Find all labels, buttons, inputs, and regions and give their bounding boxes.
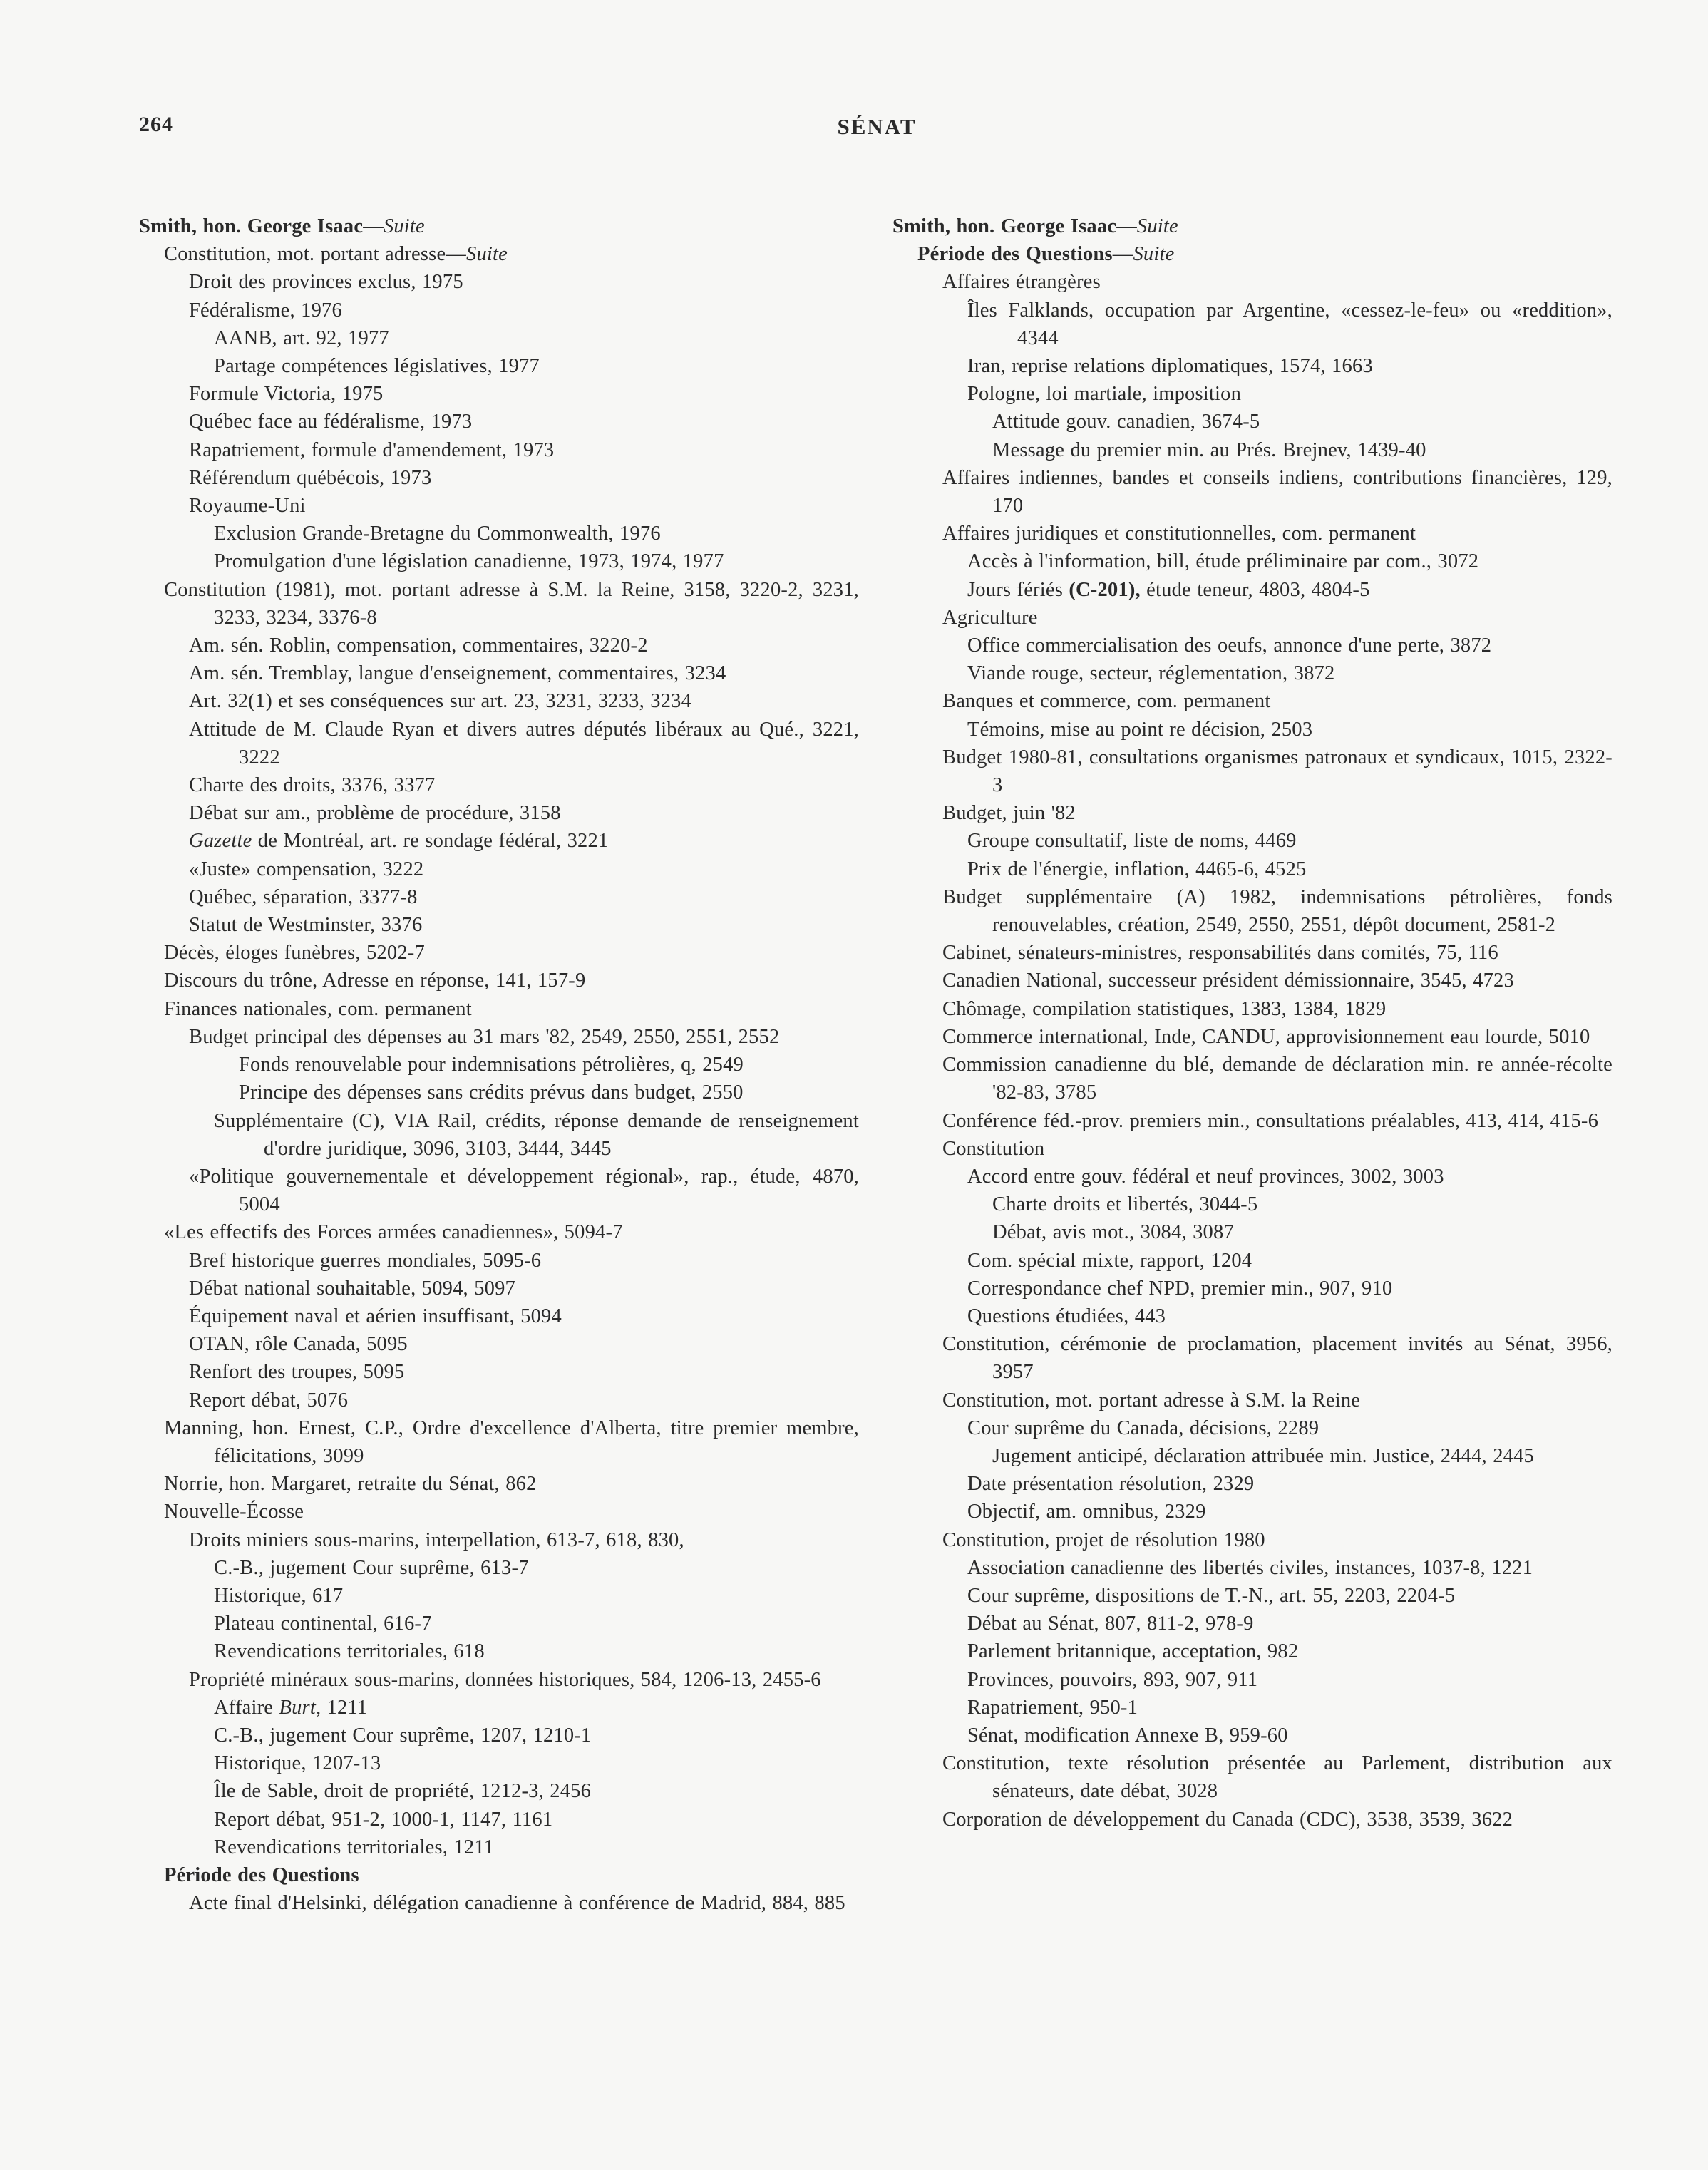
- index-entry: [892, 939, 1612, 967]
- entry-text: Commerce international, Inde, CANDU, approvisionnement eau lourde, 5010: [942, 1025, 1590, 1048]
- entry-text: Exclusion Grande-Bretagne du Commonwealth, 1976: [214, 523, 661, 545]
- entry-text: «Politique gouvernementale et développement régional», rap., étude, 4870, 5004: [189, 1165, 859, 1216]
- index-entry: [892, 212, 1612, 240]
- entry-text: Québec face au fédéralisme, 1973: [189, 411, 473, 433]
- index-entry: [139, 212, 859, 240]
- index-entry: [139, 1637, 859, 1665]
- entry-text: Correspondance chef NPD, premier min., 907, 910: [967, 1277, 1393, 1300]
- index-entry: [892, 1107, 1612, 1135]
- entry-text: Affaires juridiques et constitutionnelles, com. permanent: [942, 523, 1416, 545]
- index-entry: [892, 547, 1612, 575]
- entry-text: Attitude de M. Claude Ryan et divers autres députés libéraux au Qué., 3221, 3222: [189, 718, 859, 768]
- index-entry: [892, 855, 1612, 883]
- entry-text: Constitution (1981), mot. portant adresse à S.M. la Reine, 3158, 3220-2, 3231, 3233, 3234, 3376-8: [164, 578, 859, 629]
- entry-text: —: [363, 215, 384, 237]
- index-entry: [139, 995, 859, 1023]
- entry-text: Droits miniers sous-marins, interpellation, 613-7, 618, 830,: [189, 1528, 684, 1551]
- entry-text: Constitution, cérémonie de proclamation, placement invités au Sénat, 3956, 3957: [942, 1333, 1612, 1384]
- index-entry: [892, 1637, 1612, 1665]
- index-entry: [139, 687, 859, 715]
- entry-text: Suite: [1133, 243, 1175, 266]
- entry-text: Groupe consultatif, liste de noms, 4469: [967, 830, 1297, 853]
- entry-text: Budget, juin '82: [942, 802, 1076, 825]
- index-entry: [139, 324, 859, 352]
- entry-text: Sénat, modification Annexe B, 959-60: [967, 1724, 1288, 1747]
- entry-text: Finances nationales, com. permanent: [164, 997, 472, 1020]
- index-entry: [139, 632, 859, 659]
- entry-text: Revendications territoriales, 618: [214, 1640, 485, 1663]
- index-entry: [892, 799, 1612, 827]
- index-entry: [892, 1218, 1612, 1246]
- entry-text: Parlement britannique, acceptation, 982: [967, 1640, 1299, 1663]
- index-entry: [139, 408, 859, 436]
- index-entry: [139, 1526, 859, 1554]
- index-entry: [892, 576, 1612, 604]
- entry-text: Questions étudiées, 443: [967, 1305, 1166, 1327]
- index-entry: [892, 1694, 1612, 1722]
- index-entry: [892, 1387, 1612, 1414]
- entry-text: Cour suprême, dispositions de T.-N., art. 55, 2203, 2204-5: [967, 1584, 1456, 1607]
- entry-text: Débat au Sénat, 807, 811-2, 978-9: [967, 1613, 1254, 1635]
- index-entry: [139, 268, 859, 296]
- entry-text: Affaires étrangères: [942, 271, 1101, 294]
- index-entry: [139, 1163, 859, 1218]
- index-entry: [892, 659, 1612, 687]
- index-entry: [892, 883, 1612, 939]
- index-entry: [139, 492, 859, 520]
- entry-text: Charte droits et libertés, 3044-5: [992, 1193, 1258, 1216]
- entry-text: C.-B., jugement Cour suprême, 613-7: [214, 1556, 529, 1579]
- entry-text: Référendum québécois, 1973: [189, 466, 432, 489]
- index-entry: [139, 1722, 859, 1749]
- entry-text: Com. spécial mixte, rapport, 1204: [967, 1249, 1252, 1272]
- entry-text: «Les effectifs des Forces armées canadiennes», 5094-7: [164, 1221, 623, 1244]
- index-entry: [892, 1442, 1612, 1470]
- entry-text: Viande rouge, secteur, réglementation, 3872: [967, 662, 1335, 685]
- entry-text: AANB, art. 92, 1977: [214, 326, 389, 349]
- entry-text: Rapatriement, 950-1: [967, 1696, 1138, 1719]
- entry-text: Suite: [466, 243, 508, 266]
- index-entry: [892, 1302, 1612, 1330]
- index-entry: [139, 771, 859, 799]
- entry-text: Revendications territoriales, 1211: [214, 1836, 495, 1858]
- index-entry: [139, 716, 859, 771]
- entry-text: Provinces, pouvoirs, 893, 907, 911: [967, 1668, 1258, 1691]
- entry-text: Corporation de développement du Canada (CDC), 3538, 3539, 3622: [942, 1808, 1513, 1831]
- entry-text: Report débat, 5076: [189, 1389, 349, 1411]
- index-entry: [139, 1414, 859, 1470]
- entry-text: Charte des droits, 3376, 3377: [189, 774, 436, 797]
- entry-text: Am. sén. Tremblay, langue d'enseignement, commentaires, 3234: [189, 662, 726, 685]
- entry-text: Période des Questions: [164, 1863, 359, 1886]
- index-entry: [892, 1610, 1612, 1637]
- entry-text: Gazette: [189, 830, 252, 853]
- entry-text: Bref historique guerres mondiales, 5095-6: [189, 1249, 542, 1272]
- entry-text: —: [1112, 243, 1133, 266]
- entry-text: Budget principal des dépenses au 31 mars '82, 2549, 2550, 2551, 2552: [189, 1025, 780, 1048]
- index-entry: [892, 1330, 1612, 1386]
- index-entry: [139, 1330, 859, 1358]
- index-entry: [139, 1107, 859, 1163]
- entry-text: Manning, hon. Ernest, C.P., Ordre d'excellence d'Alberta, titre premier membre, félicitations, 3099: [164, 1416, 859, 1467]
- index-entry: [892, 1414, 1612, 1442]
- entry-text: Plateau continental, 616-7: [214, 1613, 432, 1635]
- index-entry: [892, 352, 1612, 380]
- index-entry: [139, 1470, 859, 1498]
- index-entry: [892, 464, 1612, 520]
- entry-text: Objectif, am. omnibus, 2329: [967, 1501, 1206, 1523]
- entry-text: Débat sur am., problème de procédure, 3158: [189, 802, 561, 825]
- entry-text: Message du premier min. au Prés. Brejnev, 1439-40: [992, 438, 1426, 461]
- entry-text: , 1211: [315, 1696, 368, 1719]
- entry-text: Iran, reprise relations diplomatiques, 1574, 1663: [967, 355, 1373, 378]
- index-entry: [892, 1722, 1612, 1749]
- entry-text: Accès à l'information, bill, étude préliminaire par com., 3072: [967, 550, 1479, 573]
- index-entry: [139, 1387, 859, 1414]
- entry-text: Principe des dépenses sans crédits prévus dans budget, 2550: [239, 1081, 744, 1104]
- index-entry: [892, 436, 1612, 464]
- index-entry: [892, 1498, 1612, 1526]
- entry-text: Prix de l'énergie, inflation, 4465-6, 4525: [967, 858, 1307, 880]
- index-entry: [892, 520, 1612, 547]
- entry-text: Attitude gouv. canadien, 3674-5: [992, 411, 1260, 433]
- index-entry: [139, 436, 859, 464]
- index-entry: [139, 1582, 859, 1610]
- index-entry: [139, 1498, 859, 1526]
- entry-text: Période des Questions: [917, 243, 1113, 266]
- entry-text: Budget supplémentaire (A) 1982, indemnisations pétrolières, fonds renouvelables, création, 2549, 2550, 2551, dépôt document, 2581-2: [942, 885, 1612, 937]
- index-entry: [892, 744, 1612, 799]
- entry-text: Canadien National, successeur président démissionnaire, 3545, 4723: [942, 970, 1514, 992]
- entry-text: Smith, hon. George Isaac: [139, 215, 364, 237]
- index-entry: [892, 1247, 1612, 1275]
- entry-text: Historique, 617: [214, 1584, 344, 1607]
- entry-text: Pologne, loi martiale, imposition: [967, 383, 1242, 406]
- index-entry: [139, 352, 859, 380]
- entry-text: Constitution, mot. portant adresse à S.M. la Reine: [942, 1389, 1361, 1411]
- index-entry: [892, 240, 1612, 268]
- index-entry: [139, 1554, 859, 1582]
- entry-text: Report débat, 951-2, 1000-1, 1147, 1161: [214, 1808, 553, 1831]
- index-entry: [139, 1889, 859, 1917]
- entry-text: Promulgation d'une législation canadienne, 1973, 1974, 1977: [214, 550, 724, 573]
- entry-text: Accord entre gouv. fédéral et neuf provinces, 3002, 3003: [967, 1165, 1444, 1188]
- index-entry: [139, 1610, 859, 1637]
- entry-text: Association canadienne des libertés civiles, instances, 1037-8, 1221: [967, 1556, 1533, 1579]
- entry-text: étude teneur, 4803, 4804-5: [1140, 578, 1370, 601]
- index-entry: [892, 632, 1612, 659]
- index-entry: [139, 1218, 859, 1246]
- index-entry: [139, 855, 859, 883]
- entry-text: Témoins, mise au point re décision, 2503: [967, 718, 1313, 741]
- index-entry: [139, 240, 859, 268]
- entry-text: OTAN, rôle Canada, 5095: [189, 1333, 408, 1356]
- index-entry: [139, 883, 859, 911]
- entry-text: Agriculture: [942, 606, 1038, 629]
- index-entry: [892, 1666, 1612, 1694]
- entry-text: Banques et commerce, com. permanent: [942, 690, 1271, 713]
- index-entry: [139, 799, 859, 827]
- index-entry: [892, 1135, 1612, 1163]
- entry-text: Statut de Westminster, 3376: [189, 914, 423, 937]
- index-entry: [139, 576, 859, 632]
- entry-text: Royaume-Uni: [189, 495, 306, 518]
- index-entry: [892, 995, 1612, 1023]
- entry-text: Art. 32(1) et ses conséquences sur art. 23, 3231, 3233, 3234: [189, 690, 692, 713]
- index-entry: [139, 967, 859, 994]
- index-entry: [139, 1247, 859, 1275]
- entry-text: —: [1116, 215, 1137, 237]
- entry-text: Formule Victoria, 1975: [189, 383, 384, 406]
- entry-text: Office commercialisation des oeufs, annonce d'une perte, 3872: [967, 634, 1492, 657]
- entry-text: «Juste» compensation, 3222: [189, 858, 424, 880]
- entry-text: Am. sén. Roblin, compensation, commentaires, 3220-2: [189, 634, 648, 657]
- entry-text: Fonds renouvelable pour indemnisations pétrolières, q, 2549: [239, 1054, 744, 1076]
- index-entry: [139, 1749, 859, 1777]
- entry-text: Nouvelle-Écosse: [164, 1501, 304, 1523]
- index-entry: [139, 1666, 859, 1694]
- index-entry: [139, 380, 859, 408]
- index-entry: [892, 604, 1612, 632]
- entry-text: Droit des provinces exclus, 1975: [189, 271, 463, 294]
- index-entry: [892, 1806, 1612, 1834]
- index-entry: [139, 1023, 859, 1051]
- index-entry: [139, 1302, 859, 1330]
- right-index-column: [892, 212, 1612, 1834]
- entry-text: Affaire: [214, 1696, 279, 1719]
- index-entry: [892, 297, 1612, 352]
- index-entry: [892, 687, 1612, 715]
- index-entry: [892, 1191, 1612, 1218]
- index-entry: [139, 1834, 859, 1861]
- entry-text: Propriété minéraux sous-marins, données historiques, 584, 1206-13, 2455-6: [189, 1668, 821, 1691]
- entry-text: Constitution, projet de résolution 1980: [942, 1528, 1265, 1551]
- entry-text: Renfort des troupes, 5095: [189, 1361, 405, 1384]
- entry-text: Québec, séparation, 3377-8: [189, 885, 418, 908]
- entry-text: Jugement anticipé, déclaration attribuée min. Justice, 2444, 2445: [992, 1444, 1534, 1467]
- entry-text: Burt: [279, 1696, 316, 1719]
- entry-text: Budget 1980-81, consultations organismes patronaux et syndicaux, 1015, 2322-3: [942, 746, 1612, 797]
- index-entry: [139, 1079, 859, 1106]
- index-entry: [892, 1554, 1612, 1582]
- index-entry: [892, 1163, 1612, 1191]
- entry-text: de Montréal, art. re sondage fédéral, 3221: [252, 830, 609, 853]
- index-entry: [139, 827, 859, 855]
- entry-text: Cabinet, sénateurs-ministres, responsabilités dans comités, 75, 116: [942, 942, 1498, 965]
- entry-text: C.-B., jugement Cour suprême, 1207, 1210-1: [214, 1724, 592, 1747]
- entry-text: Constitution: [942, 1137, 1045, 1160]
- index-entry: [139, 1777, 859, 1805]
- entry-text: Supplémentaire (C), VIA Rail, crédits, réponse demande de renseignement d'ordre juridique, 3096, 3103, 3444, 3445: [214, 1109, 859, 1160]
- left-index-column: [139, 212, 859, 1917]
- entry-text: Acte final d'Helsinki, délégation canadienne à conférence de Madrid, 884, 885: [189, 1892, 845, 1915]
- page-title: SÉNAT: [837, 114, 917, 139]
- page-number: 264: [139, 113, 173, 136]
- entry-text: Constitution, mot. portant adresse—: [164, 243, 467, 266]
- entry-text: Smith, hon. George Isaac: [892, 215, 1117, 237]
- entry-text: Débat, avis mot., 3084, 3087: [992, 1221, 1234, 1244]
- index-entry: [892, 716, 1612, 744]
- index-entry: [139, 1861, 859, 1889]
- index-entry: [139, 911, 859, 939]
- entry-text: Historique, 1207-13: [214, 1752, 381, 1775]
- entry-text: Constitution, texte résolution présentée au Parlement, distribution aux sénateurs, date débat, 3028: [942, 1752, 1612, 1803]
- index-entry: [139, 1806, 859, 1834]
- entry-text: (C-201),: [1069, 578, 1141, 601]
- index-entry: [892, 380, 1612, 408]
- index-entry: [139, 1358, 859, 1386]
- entry-text: Suite: [383, 215, 425, 237]
- index-entry: [892, 827, 1612, 855]
- entry-text: Équipement naval et aérien insuffisant, 5094: [189, 1305, 562, 1327]
- index-entry: [139, 464, 859, 492]
- index-entry: [892, 1275, 1612, 1302]
- index-entry: [139, 659, 859, 687]
- index-entry: [139, 939, 859, 967]
- index-entry: [139, 1051, 859, 1079]
- entry-text: Débat national souhaitable, 5094, 5097: [189, 1277, 515, 1300]
- index-entry: [892, 268, 1612, 296]
- entry-text: Affaires indiennes, bandes et conseils indiens, contributions financières, 129, 170: [942, 466, 1612, 518]
- entry-text: Conférence féd.-prov. premiers min., consultations préalables, 413, 414, 415-6: [942, 1109, 1599, 1132]
- entry-text: Chômage, compilation statistiques, 1383, 1384, 1829: [942, 997, 1387, 1020]
- entry-text: Île de Sable, droit de propriété, 1212-3, 2456: [214, 1780, 592, 1803]
- entry-text: Suite: [1136, 215, 1178, 237]
- entry-text: Commission canadienne du blé, demande de déclaration min. re année-récolte '82-83, 3785: [942, 1054, 1612, 1104]
- index-entry: [892, 408, 1612, 436]
- index-entry: [892, 1470, 1612, 1498]
- index-entry: [139, 297, 859, 324]
- index-entry: [139, 547, 859, 575]
- index-entry: [892, 1051, 1612, 1106]
- entry-text: Norrie, hon. Margaret, retraite du Sénat, 862: [164, 1473, 537, 1496]
- entry-text: Jours fériés: [967, 578, 1069, 601]
- index-entry: [892, 1023, 1612, 1051]
- index-entry: [139, 1694, 859, 1722]
- entry-text: Cour suprême du Canada, décisions, 2289: [967, 1416, 1319, 1439]
- entry-text: Décès, éloges funèbres, 5202-7: [164, 942, 425, 965]
- entry-text: Fédéralisme, 1976: [189, 299, 342, 322]
- index-entry: [892, 967, 1612, 994]
- entry-text: Discours du trône, Adresse en réponse, 141, 157-9: [164, 970, 586, 992]
- entry-text: Îles Falklands, occupation par Argentine, «cessez-le-feu» ou «reddition», 4344: [967, 299, 1612, 349]
- entry-text: Rapatriement, formule d'amendement, 1973: [189, 438, 555, 461]
- entry-text: Partage compétences législatives, 1977: [214, 355, 540, 378]
- index-entry: [139, 520, 859, 547]
- index-entry: [139, 1275, 859, 1302]
- index-entry: [892, 1582, 1612, 1610]
- index-entry: [892, 1749, 1612, 1805]
- index-entry: [892, 1526, 1612, 1554]
- entry-text: Date présentation résolution, 2329: [967, 1473, 1255, 1496]
